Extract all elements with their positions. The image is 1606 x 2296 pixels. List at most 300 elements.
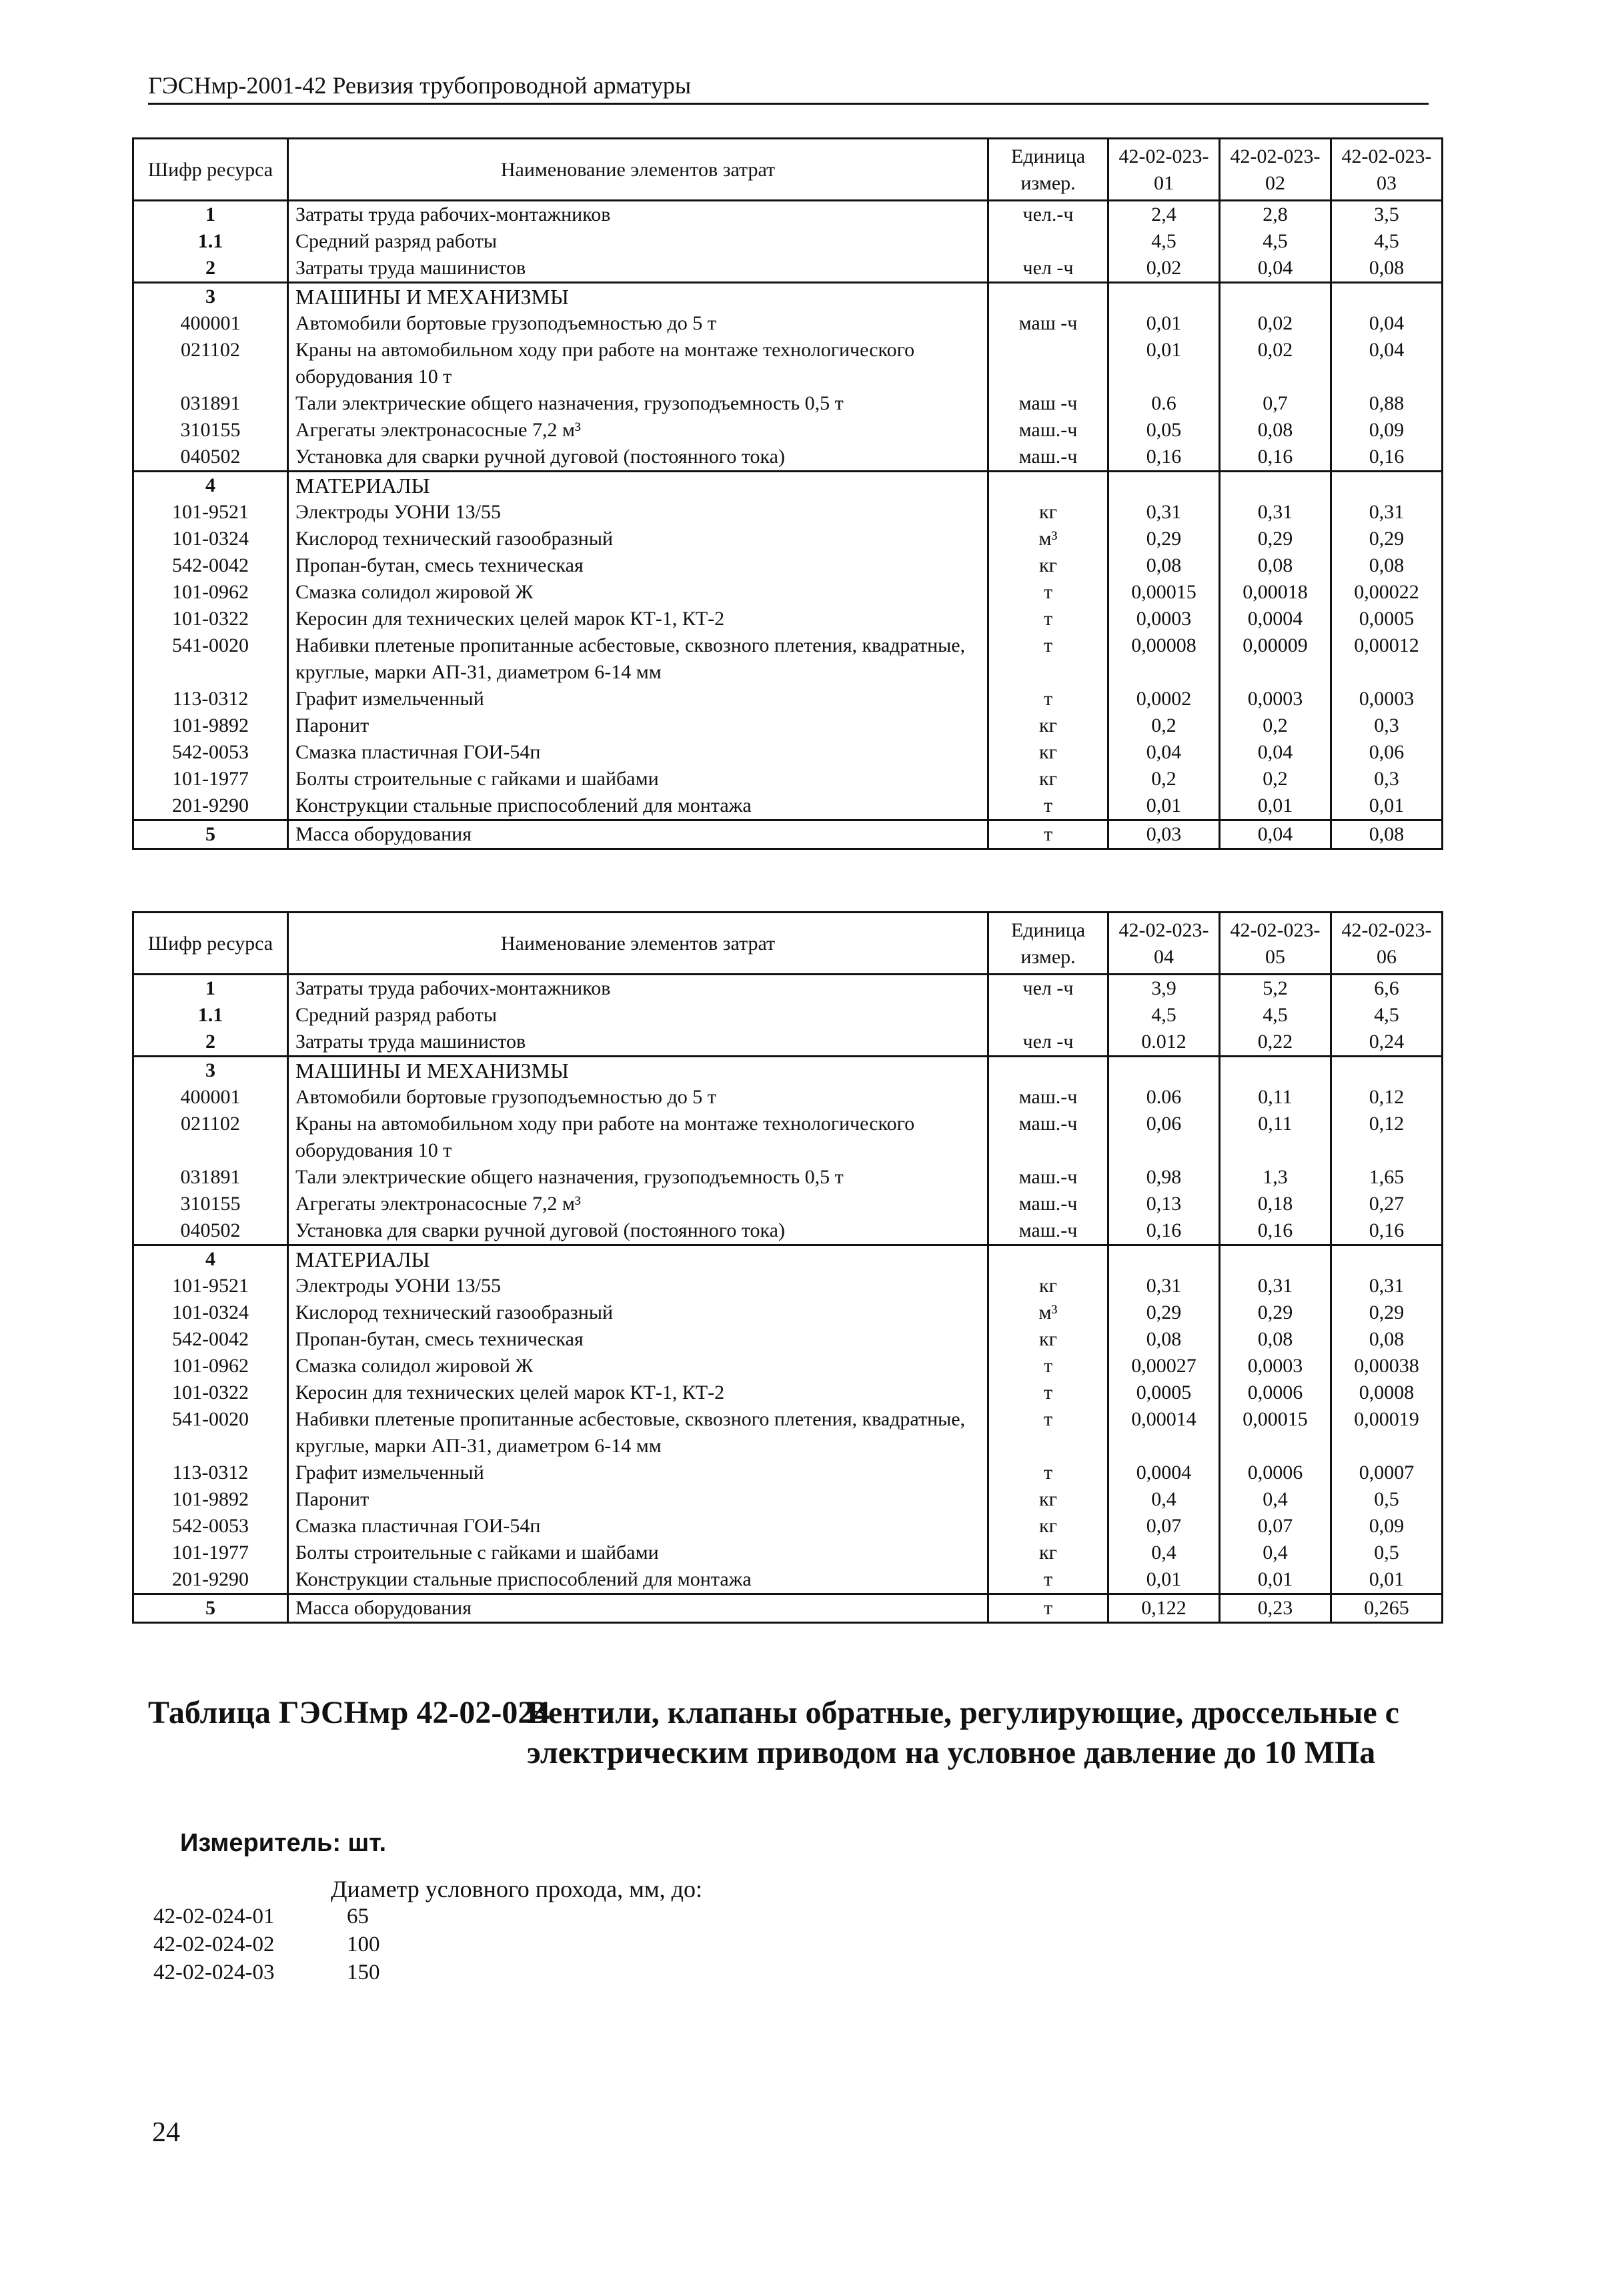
resource-code-cell: 4 <box>133 1245 288 1273</box>
norm-value-cell: 0,00027 <box>1108 1353 1220 1379</box>
resource-code-cell: 1 <box>133 975 288 1003</box>
cost-element-name-cell: Набивки плетеные пропитанные асбестовые, сквозного плетения, квадратные, круглые, марки АП-31, диаметром 6-14 мм <box>288 632 988 686</box>
norm-value-cell: 4,5 <box>1220 228 1331 255</box>
norm-value-cell: 2,8 <box>1220 201 1331 229</box>
norm-value-cell: 0,3 <box>1331 712 1443 739</box>
norm-value-cell: 0,07 <box>1220 1513 1331 1540</box>
norm-value-cell: 0,0003 <box>1108 606 1220 632</box>
table-row <box>133 526 1443 552</box>
variant-code: 42-02-024-01 <box>153 1904 275 1928</box>
resource-code-cell: 5 <box>133 1594 288 1623</box>
table-row <box>133 444 1443 472</box>
header-unit: Единица измер. <box>988 139 1108 201</box>
table-row <box>133 712 1443 739</box>
cost-element-name-cell: Паронит <box>288 1486 988 1513</box>
norm-value-cell: 0,12 <box>1331 1111 1443 1164</box>
variant-code: 42-02-024-03 <box>153 1960 275 1984</box>
resource-code-cell: 101-9521 <box>133 499 288 526</box>
variant-code: 42-02-024-02 <box>153 1932 275 1956</box>
norm-value-cell <box>1108 1245 1220 1273</box>
unit-cell <box>988 1002 1108 1029</box>
norm-value-cell: 4,5 <box>1331 228 1443 255</box>
unit-cell: кг <box>988 712 1108 739</box>
unit-cell: чел -ч <box>988 1029 1108 1057</box>
norm-value-cell: 0,18 <box>1220 1191 1331 1217</box>
table-row <box>133 499 1443 526</box>
cost-element-name-cell: Масса оборудования <box>288 820 988 849</box>
table-row <box>133 739 1443 766</box>
norm-value-cell: 0,08 <box>1108 1326 1220 1353</box>
norm-value-cell: 0,02 <box>1220 337 1331 390</box>
cost-element-name-cell: Тали электрические общего назначения, грузоподъемность 0,5 т <box>288 390 988 417</box>
variant-diameter: 150 <box>347 1960 380 1984</box>
unit-cell: маш.-ч <box>988 1217 1108 1245</box>
norm-value-cell <box>1220 1057 1331 1085</box>
resource-code-cell: 3 <box>133 1057 288 1085</box>
unit-cell: маш.-ч <box>988 1111 1108 1164</box>
table-title-text: Вентили, клапаны обратные, регулирующие, дроссельные с электрическим приводом на условное давление до 10 МПа <box>527 1695 1399 1770</box>
norm-value-cell: 0,01 <box>1220 1566 1331 1594</box>
cost-element-name-cell: Графит измельченный <box>288 1460 988 1486</box>
norm-value-cell: 0,00038 <box>1331 1353 1443 1379</box>
unit-cell: т <box>988 1406 1108 1460</box>
norm-value-cell: 0,11 <box>1220 1084 1331 1111</box>
norm-value-cell: 0,00015 <box>1220 1406 1331 1460</box>
table-row <box>133 1379 1443 1406</box>
norm-value-cell: 4,5 <box>1220 1002 1331 1029</box>
resource-code-cell: 400001 <box>133 1084 288 1111</box>
cost-element-name-cell: Автомобили бортовые грузоподъемностью до 5 т <box>288 1084 988 1111</box>
norm-value-cell: 0,3 <box>1331 766 1443 792</box>
norm-value-cell: 0,08 <box>1331 820 1443 849</box>
cost-element-name-cell: Затраты труда машинистов <box>288 1029 988 1057</box>
cost-element-name-cell: Паронит <box>288 712 988 739</box>
unit-cell <box>988 283 1108 311</box>
unit-cell: кг <box>988 552 1108 579</box>
unit-cell: т <box>988 1379 1108 1406</box>
cost-element-name-cell: Агрегаты электронасосные 7,2 м³ <box>288 1191 988 1217</box>
norm-value-cell: 2,4 <box>1108 201 1220 229</box>
header-variant-1: 42-02-023-01 <box>1108 139 1220 201</box>
norm-value-cell: 0,29 <box>1331 526 1443 552</box>
cost-element-name-cell: Автомобили бортовые грузоподъемностью до 5 т <box>288 310 988 337</box>
resource-code-cell: 101-0962 <box>133 579 288 606</box>
norm-value-cell: 0,5 <box>1331 1540 1443 1566</box>
cost-element-name-cell: Керосин для технических целей марок КТ-1, КТ-2 <box>288 606 988 632</box>
norm-value-cell: 6,6 <box>1331 975 1443 1003</box>
cost-element-name-cell: Пропан-бутан, смесь техническая <box>288 1326 988 1353</box>
norm-value-cell: 0,24 <box>1331 1029 1443 1057</box>
cost-element-name-cell: Болты строительные с гайками и шайбами <box>288 1540 988 1566</box>
norm-value-cell: 0,01 <box>1108 337 1220 390</box>
norm-value-cell: 0,16 <box>1108 1217 1220 1245</box>
table-row <box>133 632 1443 686</box>
table-row <box>133 283 1443 311</box>
norm-value-cell: 0,01 <box>1108 1566 1220 1594</box>
norm-value-cell: 0,07 <box>1108 1513 1220 1540</box>
norm-value-cell: 4,5 <box>1331 1002 1443 1029</box>
norm-value-cell: 0,98 <box>1108 1164 1220 1191</box>
norm-value-cell: 0,00018 <box>1220 579 1331 606</box>
norm-value-cell: 0,05 <box>1108 417 1220 444</box>
cost-element-name-cell: Тали электрические общего назначения, грузоподъемность 0,5 т <box>288 1164 988 1191</box>
norm-value-cell: 0,13 <box>1108 1191 1220 1217</box>
cost-element-name-cell: Смазка пластичная ГОИ-54п <box>288 739 988 766</box>
norm-value-cell: 0,06 <box>1108 1111 1220 1164</box>
norm-value-cell: 0,0005 <box>1331 606 1443 632</box>
table-row <box>133 1486 1443 1513</box>
norm-value-cell: 0,08 <box>1108 552 1220 579</box>
norm-value-cell: 0,01 <box>1108 310 1220 337</box>
cost-element-name-cell: Средний разряд работы <box>288 228 988 255</box>
table-row <box>133 1406 1443 1460</box>
unit-cell: чел -ч <box>988 975 1108 1003</box>
norm-value-cell: 0,7 <box>1220 390 1331 417</box>
norm-value-cell: 0,01 <box>1108 792 1220 820</box>
cost-element-name-cell: Электроды УОНИ 13/55 <box>288 1273 988 1299</box>
variant-row <box>153 1930 480 1958</box>
norm-value-cell: 0,29 <box>1220 1299 1331 1326</box>
table-body <box>133 201 1443 849</box>
norm-value-cell: 4,5 <box>1108 1002 1220 1029</box>
unit-cell: кг <box>988 766 1108 792</box>
table-row <box>133 606 1443 632</box>
table-row <box>133 255 1443 283</box>
resource-code-cell: 031891 <box>133 390 288 417</box>
norm-value-cell: 0,2 <box>1220 766 1331 792</box>
norm-value-cell: 3,5 <box>1331 201 1443 229</box>
table-row <box>133 1057 1443 1085</box>
unit-cell: маш.-ч <box>988 1084 1108 1111</box>
table-title-code: Таблица ГЭСНмр 42-02-024 <box>148 1695 550 1730</box>
cost-element-name-cell: Краны на автомобильном ходу при работе на монтаже технологического оборудования 10 т <box>288 1111 988 1164</box>
norm-value-cell <box>1108 283 1220 311</box>
table-row <box>133 1594 1443 1623</box>
unit-cell: м³ <box>988 526 1108 552</box>
resource-code-cell: 201-9290 <box>133 792 288 820</box>
table-row <box>133 766 1443 792</box>
resource-code-cell: 400001 <box>133 310 288 337</box>
norm-value-cell <box>1108 1057 1220 1085</box>
resource-code-cell: 1.1 <box>133 228 288 255</box>
cost-element-name-cell: Установка для сварки ручной дуговой (постоянного тока) <box>288 1217 988 1245</box>
resource-code-cell: 3 <box>133 283 288 311</box>
norm-value-cell: 0,22 <box>1220 1029 1331 1057</box>
table-row <box>133 1002 1443 1029</box>
table-row <box>133 579 1443 606</box>
resource-code-cell: 201-9290 <box>133 1566 288 1594</box>
resource-code-cell: 310155 <box>133 1191 288 1217</box>
cost-element-name-cell: Керосин для технических целей марок КТ-1, КТ-2 <box>288 1379 988 1406</box>
resource-code-cell: 101-0322 <box>133 606 288 632</box>
norm-value-cell: 0,04 <box>1220 255 1331 283</box>
unit-cell: кг <box>988 1326 1108 1353</box>
cost-element-name-cell: МАТЕРИАЛЫ <box>288 472 988 500</box>
table-row <box>133 1029 1443 1057</box>
norm-value-cell: 0,0006 <box>1220 1379 1331 1406</box>
unit-cell: кг <box>988 499 1108 526</box>
resource-table-a <box>132 137 1443 850</box>
variant-row <box>153 1958 480 1986</box>
resource-code-cell: 542-0042 <box>133 552 288 579</box>
header-cost-element-name: Наименование элементов затрат <box>288 139 988 201</box>
cost-element-name-cell: Болты строительные с гайками и шайбами <box>288 766 988 792</box>
resource-code-cell: 542-0053 <box>133 739 288 766</box>
norm-value-cell: 0,00022 <box>1331 579 1443 606</box>
table-row <box>133 472 1443 500</box>
norm-value-cell: 0,122 <box>1108 1594 1220 1623</box>
norm-value-cell: 0,11 <box>1220 1111 1331 1164</box>
norm-value-cell: 0,29 <box>1108 1299 1220 1326</box>
norm-value-cell: 0,08 <box>1220 1326 1331 1353</box>
variant-diameter: 100 <box>347 1932 380 1956</box>
variant-list <box>153 1902 480 1986</box>
norm-value-cell: 0,0004 <box>1220 606 1331 632</box>
resource-code-cell: 1 <box>133 201 288 229</box>
norm-value-cell <box>1220 283 1331 311</box>
table-header-row <box>133 913 1443 975</box>
cost-element-name-cell: Графит измельченный <box>288 686 988 712</box>
norm-value-cell: 0,0008 <box>1331 1379 1443 1406</box>
unit-cell: маш.-ч <box>988 444 1108 472</box>
norm-value-cell: 0,16 <box>1331 444 1443 472</box>
resource-code-cell: 040502 <box>133 1217 288 1245</box>
cost-element-name-cell: Краны на автомобильном ходу при работе на монтаже технологического оборудования 10 т <box>288 337 988 390</box>
norm-value-cell: 0,00008 <box>1108 632 1220 686</box>
header-variant-3: 42-02-023-03 <box>1331 139 1443 201</box>
norm-value-cell: 0,04 <box>1220 739 1331 766</box>
cost-element-name-cell: МАТЕРИАЛЫ <box>288 1245 988 1273</box>
unit-cell: т <box>988 1460 1108 1486</box>
cost-element-name-cell: МАШИНЫ И МЕХАНИЗМЫ <box>288 1057 988 1085</box>
norm-value-cell: 0,31 <box>1220 499 1331 526</box>
resource-code-cell: 101-0322 <box>133 1379 288 1406</box>
unit-cell: маш.-ч <box>988 417 1108 444</box>
norm-value-cell: 0,4 <box>1220 1486 1331 1513</box>
norm-value-cell: 0,4 <box>1108 1486 1220 1513</box>
cost-element-name-cell: Конструкции стальные приспособлений для монтажа <box>288 1566 988 1594</box>
table-row <box>133 1164 1443 1191</box>
norm-value-cell: 0,2 <box>1108 766 1220 792</box>
unit-cell <box>988 1245 1108 1273</box>
resource-code-cell: 101-9892 <box>133 712 288 739</box>
resource-code-cell: 2 <box>133 1029 288 1057</box>
resource-code-cell: 113-0312 <box>133 1460 288 1486</box>
resource-code-cell: 040502 <box>133 444 288 472</box>
norm-value-cell: 0,00015 <box>1108 579 1220 606</box>
unit-cell <box>988 472 1108 500</box>
unit-cell: кг <box>988 1513 1108 1540</box>
norm-value-cell: 0,265 <box>1331 1594 1443 1623</box>
norm-value-cell: 0,08 <box>1331 255 1443 283</box>
unit-cell: т <box>988 820 1108 849</box>
table-row <box>133 1353 1443 1379</box>
unit-cell: кг <box>988 739 1108 766</box>
cost-element-name-cell: Конструкции стальные приспособлений для монтажа <box>288 792 988 820</box>
header-variant-4: 42-02-023-04 <box>1108 913 1220 975</box>
unit-cell: кг <box>988 1540 1108 1566</box>
norm-value-cell <box>1331 1057 1443 1085</box>
norm-value-cell: 5,2 <box>1220 975 1331 1003</box>
norm-value-cell: 0,09 <box>1331 417 1443 444</box>
table-row <box>133 1540 1443 1566</box>
header-resource-code: Шифр ресурса <box>133 913 288 975</box>
table-row <box>133 228 1443 255</box>
page-number: 24 <box>152 2117 180 2148</box>
norm-value-cell: 0.6 <box>1108 390 1220 417</box>
table-row <box>133 552 1443 579</box>
resource-code-cell: 031891 <box>133 1164 288 1191</box>
table-row <box>133 1245 1443 1273</box>
norm-value-cell: 0,31 <box>1220 1273 1331 1299</box>
norm-value-cell: 0,00019 <box>1331 1406 1443 1460</box>
cost-element-name-cell: Затраты труда рабочих-монтажников <box>288 201 988 229</box>
resource-code-cell: 101-1977 <box>133 1540 288 1566</box>
norm-value-cell: 3,9 <box>1108 975 1220 1003</box>
norm-value-cell <box>1220 472 1331 500</box>
unit-cell: т <box>988 1353 1108 1379</box>
table-row <box>133 1299 1443 1326</box>
unit-cell: кг <box>988 1273 1108 1299</box>
norm-value-cell: 0,31 <box>1108 1273 1220 1299</box>
norm-value-cell: 0,12 <box>1331 1084 1443 1111</box>
norm-value-cell: 0,0003 <box>1220 686 1331 712</box>
norm-value-cell: 0,04 <box>1331 310 1443 337</box>
cost-element-name-cell: Смазка солидол жировой Ж <box>288 579 988 606</box>
unit-cell: т <box>988 1594 1108 1623</box>
norm-value-cell: 4,5 <box>1108 228 1220 255</box>
resource-code-cell: 2 <box>133 255 288 283</box>
table-row <box>133 1217 1443 1245</box>
norm-value-cell: 0,88 <box>1331 390 1443 417</box>
norm-value-cell: 0,29 <box>1108 526 1220 552</box>
resource-code-cell: 101-0962 <box>133 1353 288 1379</box>
table-row <box>133 1460 1443 1486</box>
table-row <box>133 1111 1443 1164</box>
norm-value-cell: 0,0004 <box>1108 1460 1220 1486</box>
header-variant-2: 42-02-023-02 <box>1220 139 1331 201</box>
norm-value-cell: 0,16 <box>1220 444 1331 472</box>
norm-value-cell: 0,27 <box>1331 1191 1443 1217</box>
resource-code-cell: 101-0324 <box>133 526 288 552</box>
cost-element-name-cell: Установка для сварки ручной дуговой (постоянного тока) <box>288 444 988 472</box>
norm-value-cell: 0,16 <box>1220 1217 1331 1245</box>
header-variant-5: 42-02-023-05 <box>1220 913 1331 975</box>
table-body <box>133 975 1443 1623</box>
norm-value-cell <box>1108 472 1220 500</box>
header-resource-code: Шифр ресурса <box>133 139 288 201</box>
norm-value-cell: 0,04 <box>1108 739 1220 766</box>
norm-value-cell: 0,02 <box>1220 310 1331 337</box>
norm-value-cell: 0,16 <box>1108 444 1220 472</box>
norm-value-cell: 0,29 <box>1220 526 1331 552</box>
unit-cell <box>988 1057 1108 1085</box>
norm-value-cell: 0,29 <box>1331 1299 1443 1326</box>
resource-code-cell: 310155 <box>133 417 288 444</box>
norm-value-cell: 0,4 <box>1108 1540 1220 1566</box>
table-row <box>133 390 1443 417</box>
norm-value-cell <box>1220 1245 1331 1273</box>
unit-cell: т <box>988 579 1108 606</box>
norm-value-cell: 0,4 <box>1220 1540 1331 1566</box>
norm-value-cell: 0,01 <box>1331 792 1443 820</box>
norm-value-cell: 0,23 <box>1220 1594 1331 1623</box>
norm-value-cell: 0,31 <box>1331 499 1443 526</box>
variant-diameter: 65 <box>347 1904 369 1928</box>
table-row <box>133 1326 1443 1353</box>
resource-code-cell: 021102 <box>133 1111 288 1164</box>
resource-table-b <box>132 911 1443 1624</box>
header-variant-6: 42-02-023-06 <box>1331 913 1443 975</box>
norm-value-cell: 1,65 <box>1331 1164 1443 1191</box>
norm-value-cell: 0,01 <box>1331 1566 1443 1594</box>
norm-value-cell: 0,08 <box>1220 417 1331 444</box>
table-row <box>133 417 1443 444</box>
unit-cell <box>988 337 1108 390</box>
cost-element-name-cell: Затраты труда рабочих-монтажников <box>288 975 988 1003</box>
norm-value-cell: 0.012 <box>1108 1029 1220 1057</box>
cost-element-name-cell: Кислород технический газообразный <box>288 526 988 552</box>
norm-value-cell: 0,2 <box>1108 712 1220 739</box>
table-row <box>133 1191 1443 1217</box>
cost-element-name-cell: Агрегаты электронасосные 7,2 м³ <box>288 417 988 444</box>
running-header: ГЭСНмр-2001-42 Ревизия трубопроводной арматуры <box>148 69 1429 105</box>
table-row <box>133 686 1443 712</box>
norm-value-cell: 0,00014 <box>1108 1406 1220 1460</box>
table-header-row <box>133 139 1443 201</box>
resource-code-cell: 021102 <box>133 337 288 390</box>
unit-cell: чел.-ч <box>988 201 1108 229</box>
table-row <box>133 792 1443 820</box>
resource-code-cell: 101-0324 <box>133 1299 288 1326</box>
unit-cell: маш.-ч <box>988 1164 1108 1191</box>
unit-cell: чел -ч <box>988 255 1108 283</box>
cost-element-name-cell: Набивки плетеные пропитанные асбестовые, сквозного плетения, квадратные, круглые, марки АП-31, диаметром 6-14 мм <box>288 1406 988 1460</box>
cost-element-name-cell: Масса оборудования <box>288 1594 988 1623</box>
norm-value-cell: 0,08 <box>1331 1326 1443 1353</box>
cost-element-name-cell: Смазка пластичная ГОИ-54п <box>288 1513 988 1540</box>
cost-element-name-cell: Смазка солидол жировой Ж <box>288 1353 988 1379</box>
norm-value-cell: 0,03 <box>1108 820 1220 849</box>
table-row <box>133 337 1443 390</box>
resource-code-cell: 541-0020 <box>133 632 288 686</box>
norm-value-cell: 0,0002 <box>1108 686 1220 712</box>
resource-code-cell: 541-0020 <box>133 1406 288 1460</box>
unit-cell: кг <box>988 1486 1108 1513</box>
norm-value-cell: 0,04 <box>1220 820 1331 849</box>
norm-value-cell: 0,0006 <box>1220 1460 1331 1486</box>
norm-value-cell: 0,02 <box>1108 255 1220 283</box>
unit-cell <box>988 228 1108 255</box>
unit-cell: т <box>988 686 1108 712</box>
norm-value-cell: 0,00009 <box>1220 632 1331 686</box>
norm-value-cell: 0,2 <box>1220 712 1331 739</box>
unit-cell: т <box>988 792 1108 820</box>
table-row <box>133 201 1443 229</box>
cost-element-name-cell: МАШИНЫ И МЕХАНИЗМЫ <box>288 283 988 311</box>
table-row <box>133 1566 1443 1594</box>
norm-value-cell: 0,0007 <box>1331 1460 1443 1486</box>
cost-element-name-cell: Кислород технический газообразный <box>288 1299 988 1326</box>
resource-code-cell: 101-9521 <box>133 1273 288 1299</box>
table-row <box>133 1084 1443 1111</box>
norm-value-cell: 0,08 <box>1331 552 1443 579</box>
norm-value-cell: 0,0003 <box>1220 1353 1331 1379</box>
norm-value-cell: 0.06 <box>1108 1084 1220 1111</box>
measure-unit: Измеритель: шт. <box>180 1829 387 1857</box>
resource-code-cell: 101-9892 <box>133 1486 288 1513</box>
unit-cell: т <box>988 606 1108 632</box>
